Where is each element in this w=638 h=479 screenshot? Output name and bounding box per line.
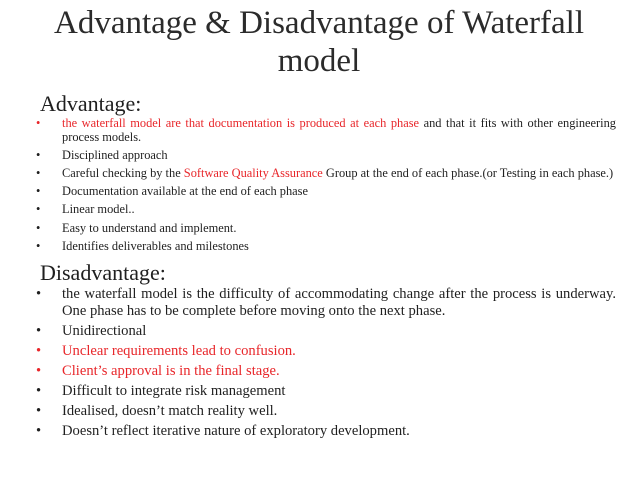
advantage-item-text: Group at the end of each phase.(or Testing in each phase.): [322, 165, 614, 180]
slide-title: Advantage & Disadvantage of Waterfall model: [53, 5, 585, 79]
disadvantage-item: [36, 286, 616, 320]
bullet-dot: •: [36, 220, 41, 235]
disadvantage-item-text: Doesn’t reflect iterative nature of exploratory development.: [62, 422, 410, 439]
advantage-item: [36, 203, 616, 217]
bullet-dot: •: [36, 116, 41, 130]
advantage-item: [36, 185, 616, 199]
bullet-dot: •: [36, 382, 42, 399]
advantage-item-text: and that it fits with other engineering process models.: [62, 116, 616, 144]
advantage-heading: Advantage:: [40, 91, 142, 116]
disadvantage-item-text: Unclear requirements lead to confusion.: [62, 342, 296, 359]
advantage-item-highlight: Software Quality Assurance: [183, 165, 323, 180]
advantage-item-text: Disciplined approach: [62, 147, 168, 162]
disadvantage-item-text: Idealised, doesn’t match reality well.: [62, 402, 278, 419]
disadvantage-item: [36, 323, 616, 340]
advantage-item: [36, 240, 616, 254]
advantage-item: [36, 222, 616, 236]
bullet-dot: •: [36, 202, 41, 217]
disadvantage-item-text: Difficult to integrate risk management: [62, 382, 286, 399]
advantage-item-text: Linear model..: [62, 202, 135, 217]
disadvantage-item: [36, 403, 616, 420]
bullet-dot: •: [36, 402, 42, 419]
bullet-dot: •: [36, 362, 42, 379]
disadvantage-heading: Disadvantage:: [40, 260, 166, 285]
advantage-item: [36, 149, 616, 163]
disadvantage-item: [36, 343, 616, 360]
disadvantage-list: [36, 286, 616, 443]
bullet-dot: •: [36, 165, 41, 180]
disadvantage-item: [36, 363, 616, 380]
bullet-dot: •: [36, 238, 41, 253]
disadvantage-item-text: the waterfall model is the difficulty of accommodating change after the process is underway. One phase has to be complete before moving onto the next phase.: [62, 286, 616, 319]
advantage-item-text: Careful checking by the: [62, 165, 184, 180]
bullet-dot: •: [36, 342, 42, 359]
bullet-dot: •: [36, 322, 42, 339]
advantage-item: [36, 117, 616, 144]
bullet-dot: •: [36, 286, 42, 302]
disadvantage-item-text: Client’s approval is in the final stage.: [62, 362, 280, 379]
bullet-dot: •: [36, 184, 41, 199]
disadvantage-item-text: Unidirectional: [62, 322, 147, 339]
advantage-item-text: Documentation available at the end of each phase: [62, 184, 308, 199]
advantage-item-text: Easy to understand and implement.: [62, 220, 237, 235]
bullet-dot: •: [36, 147, 41, 162]
advantage-item-highlight: the waterfall model are that documentation is produced at each phase: [62, 116, 420, 130]
disadvantage-item: [36, 423, 616, 440]
advantage-item-text: Identifies deliverables and milestones: [62, 238, 249, 253]
advantage-list: [36, 117, 616, 258]
bullet-dot: •: [36, 422, 42, 439]
disadvantage-item: [36, 383, 616, 400]
advantage-item: [36, 167, 616, 181]
